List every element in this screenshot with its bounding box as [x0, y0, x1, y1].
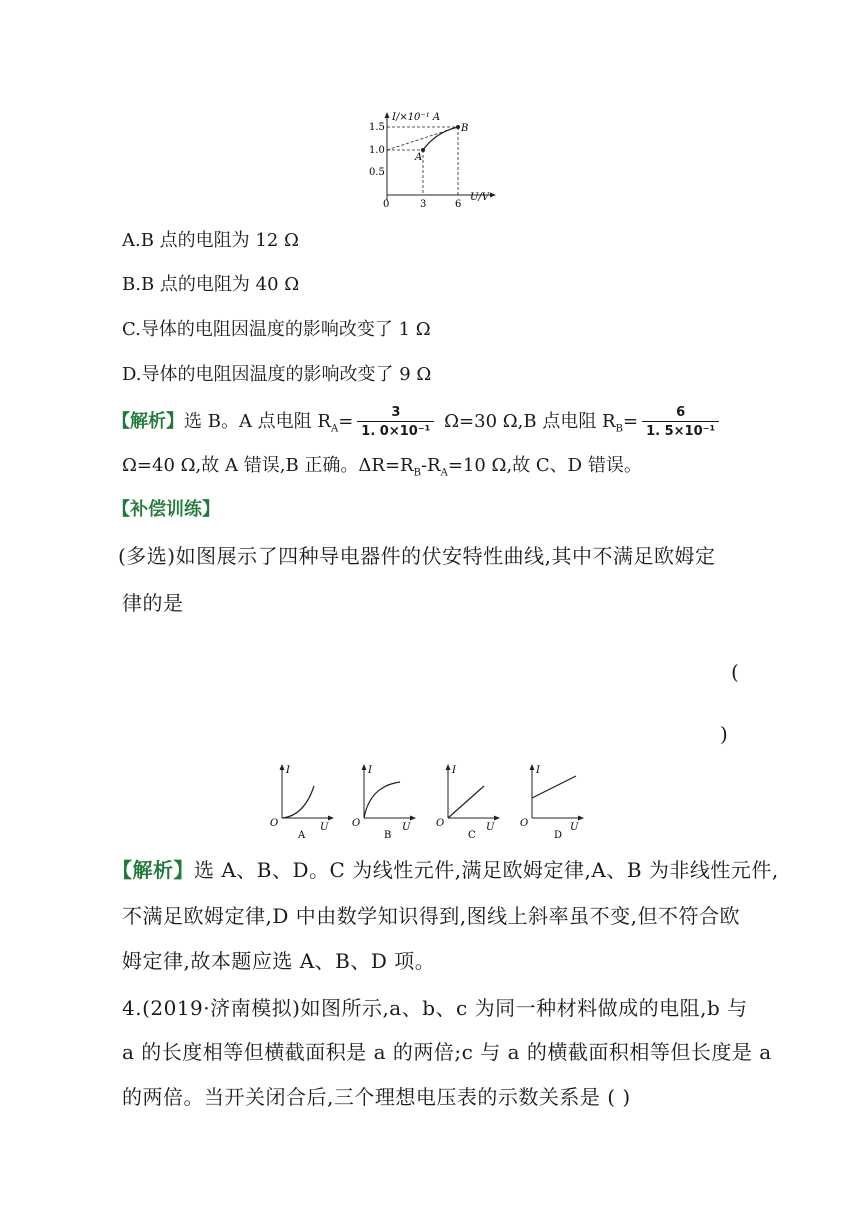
analysis-tag: 【解析】 [112, 411, 184, 432]
option-d: D.导体的电阻因温度的影响改变了 9 Ω [122, 364, 432, 385]
x-axis-label: U/V [470, 192, 490, 203]
analysis-tag: 【解析】 [112, 858, 194, 882]
svg-text:O: O [520, 818, 529, 829]
x-tick: 0 [383, 199, 390, 208]
svg-text:B: B [384, 830, 392, 841]
graph-d [520, 764, 584, 841]
x-tick: 3 [420, 199, 427, 208]
analysis-1-line-1: 【解析】选 B。A 点电阻 $R_A=$ $\frac{3}{\text{1. 0×10⁻¹}}$ Ω=30 Ω,B 点电阻 $R_B=$ $\frac{6}{\text{1. 5×10⁻¹}}$ [112, 402, 723, 450]
svg-text:C: C [468, 830, 476, 841]
supplement-tag: 【补偿训练】 [112, 499, 220, 520]
y-tick: 1.0 [369, 145, 385, 156]
iu-graph-top [362, 108, 502, 208]
svg-text:O: O [352, 818, 361, 829]
fraction-rb: $\frac{6}{\text{1. 5×10⁻¹}}$ [642, 405, 719, 440]
y-axis-label: I/×10⁻¹ A [392, 112, 441, 123]
supplement-question-line-2: 律的是 [122, 591, 184, 615]
graph-a [270, 764, 334, 841]
point-b-label: B [461, 123, 469, 134]
svg-text:I: I [536, 765, 540, 776]
analysis-2-line-1: 【解析】选 A、B、D。C 为线性元件,满足欧姆定律,A、B 为非线性元件, [112, 858, 779, 882]
analysis-2-line-2: 不满足欧姆定律,D 中由数学知识得到,图线上斜率虽不变,但不符合欧 [122, 904, 740, 928]
svg-text:U: U [570, 822, 579, 833]
svg-text:U: U [402, 822, 411, 833]
svg-text:I: I [452, 765, 456, 776]
option-c: C.导体的电阻因温度的影响改变了 1 Ω [122, 319, 431, 340]
svg-text:U: U [486, 822, 495, 833]
svg-text:O: O [270, 818, 279, 829]
svg-text:I: I [286, 765, 290, 776]
graph-c [436, 764, 500, 841]
iu-graphs-abcd [264, 760, 594, 842]
graph-b [352, 764, 416, 841]
x-tick: 6 [455, 199, 462, 208]
question-4-line-3: 的两倍。当开关闭合后,三个理想电压表的示数关系是 ( ) [122, 1085, 631, 1109]
option-a: A.B 点的电阻为 12 Ω [122, 230, 299, 251]
answer-paren-close: ) [720, 722, 728, 746]
svg-text:D: D [554, 830, 563, 841]
option-b: B.B 点的电阻为 40 Ω [122, 274, 300, 295]
question-4-line-1: 4.(2019·济南模拟)如图所示,a、b、c 为同一种材料做成的电阻,b 与 [122, 996, 748, 1020]
question-4-line-2: a 的长度相等但横截面积是 a 的两倍;c 与 a 的横截面积相等但长度是 a [122, 1040, 772, 1064]
supplement-question-line-1: (多选)如图展示了四种导电器件的伏安特性曲线,其中不满足欧姆定 [118, 544, 716, 568]
fraction-ra: $\frac{3}{\text{1. 0×10⁻¹}}$ [357, 405, 434, 440]
svg-text:O: O [436, 818, 445, 829]
point-a-label: A [415, 152, 423, 163]
y-tick: 0.5 [369, 167, 385, 178]
svg-text:A: A [298, 830, 306, 841]
svg-text:I: I [368, 765, 372, 776]
svg-text:U: U [320, 822, 329, 833]
y-tick: 1.5 [369, 122, 385, 133]
analysis-2-line-3: 姆定律,故本题应选 A、B、D 项。 [122, 949, 436, 973]
answer-paren-open: ( [731, 660, 739, 684]
analysis-1-line-2: Ω=40 Ω,故 A 错误,B 正确。$\Delta R=R_B-R_A=10$ Ω,故 C、D 错误。 [122, 455, 642, 479]
